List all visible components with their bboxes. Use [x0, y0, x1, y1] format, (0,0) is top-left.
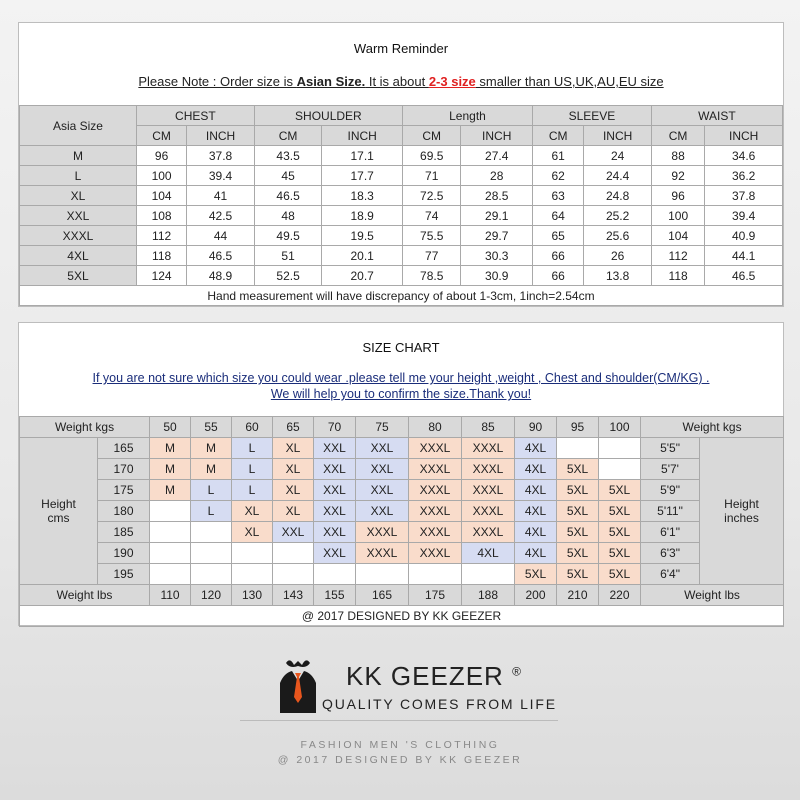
- table-row: [20, 226, 783, 246]
- height-cm-cell: 195: [98, 564, 150, 585]
- registered-mark: ®: [512, 664, 522, 679]
- brand-divider: [240, 720, 558, 721]
- size-cell: XXXL: [409, 480, 462, 501]
- weight-kgs-cell: 85: [462, 417, 515, 438]
- brand-name-text: KK GEEZER: [346, 661, 504, 691]
- size-cell: XXXL: [462, 438, 515, 459]
- size-cell: L: [191, 480, 232, 501]
- weight-lbs-cell: 165: [356, 585, 409, 606]
- weight-kgs-cell: 90: [515, 417, 557, 438]
- size-cell: [599, 438, 641, 459]
- size-cell: 4XL: [515, 522, 557, 543]
- size-cell: XXL: [314, 480, 356, 501]
- measurement-cell: 36.2: [705, 166, 783, 186]
- weight-lbs-cell: 130: [232, 585, 273, 606]
- measurement-cell: 72.5: [402, 186, 460, 206]
- height-inch-cell: 5'9": [641, 480, 700, 501]
- chart-copyright-row: [20, 606, 784, 627]
- measurement-cell: 124: [136, 266, 186, 286]
- weight-lbs-cell: 220: [599, 585, 641, 606]
- size-cell: XL: [273, 438, 314, 459]
- measurement-cell: 20.1: [322, 246, 403, 266]
- measurement-group-header: Length: [402, 106, 532, 126]
- weight-lbs-cell: 120: [191, 585, 232, 606]
- measurement-cell: 37.8: [187, 146, 255, 166]
- measurement-cell: 75.5: [402, 226, 460, 246]
- order-size-note: [19, 74, 783, 89]
- gentleman-mustache-bowtie-icon: [278, 655, 318, 715]
- size-cell: M: [191, 438, 232, 459]
- size-cell: 5XL: [557, 480, 599, 501]
- size-cell: XXL: [314, 459, 356, 480]
- height-inch-cell: 6'1": [641, 522, 700, 543]
- note-prefix: Please Note : Order size is: [138, 74, 297, 89]
- size-cell: XXL: [356, 501, 409, 522]
- measurement-cell: 74: [402, 206, 460, 226]
- height-cm-cell: 165: [98, 438, 150, 459]
- weight-lbs-cell: 200: [515, 585, 557, 606]
- size-cell: 5XL: [599, 543, 641, 564]
- height-cms-label: Height cms: [20, 438, 98, 585]
- size-cell: XXXL: [409, 522, 462, 543]
- table-row: [20, 166, 783, 186]
- height-inch-cell: 5'7': [641, 459, 700, 480]
- size-label-cell: M: [20, 146, 137, 166]
- size-cell: L: [191, 501, 232, 522]
- size-cell: 5XL: [557, 543, 599, 564]
- measurement-cell: 19.5: [322, 226, 403, 246]
- measurement-cell: 28.5: [461, 186, 533, 206]
- measurement-cell: 17.1: [322, 146, 403, 166]
- size-cell: XL: [232, 501, 273, 522]
- size-cell: 5XL: [599, 564, 641, 585]
- measurement-cell: 100: [651, 206, 704, 226]
- measurement-cell: 112: [651, 246, 704, 266]
- weight-lbs-cell: 175: [409, 585, 462, 606]
- weight-kgs-label-right: Weight kgs: [641, 417, 784, 438]
- size-cell: XXXL: [462, 501, 515, 522]
- size-cell: XXL: [356, 459, 409, 480]
- size-cell: [462, 564, 515, 585]
- measurement-footnote: Hand measurement will have discrepancy of about 1-3cm, 1inch=2.54cm: [20, 286, 783, 306]
- size-chart-card: [18, 322, 784, 626]
- weight-lbs-cell: 110: [150, 585, 191, 606]
- note-asian-size: Asian Size.: [296, 74, 366, 89]
- size-cell: XXL: [356, 438, 409, 459]
- note-suffix: smaller than US,UK,AU,EU size: [475, 74, 664, 89]
- measurement-cell: 104: [136, 186, 186, 206]
- size-cell: [191, 522, 232, 543]
- size-cell: [273, 564, 314, 585]
- measurement-cell: 29.7: [461, 226, 533, 246]
- measurement-group-header: SHOULDER: [254, 106, 402, 126]
- table-row: [20, 564, 784, 585]
- size-cell: 4XL: [515, 501, 557, 522]
- note-size-difference: 2-3 size: [428, 74, 476, 89]
- measurement-cell: 46.5: [254, 186, 322, 206]
- measurement-cell: 77: [402, 246, 460, 266]
- size-cell: 5XL: [557, 459, 599, 480]
- measurement-cell: 40.9: [705, 226, 783, 246]
- size-cell: XXL: [314, 438, 356, 459]
- size-cell: 4XL: [515, 459, 557, 480]
- weight-kgs-cell: 65: [273, 417, 314, 438]
- measurement-group-header: SLEEVE: [532, 106, 651, 126]
- weight-kgs-cell: 70: [314, 417, 356, 438]
- measurement-cell: 118: [136, 246, 186, 266]
- height-inch-cell: 5'5": [641, 438, 700, 459]
- size-cell: XXXL: [462, 480, 515, 501]
- weight-kgs-cell: 95: [557, 417, 599, 438]
- weight-kgs-cell: 50: [150, 417, 191, 438]
- measurement-cell: 108: [136, 206, 186, 226]
- unit-header: INCH: [705, 126, 783, 146]
- measurement-cell: 96: [651, 186, 704, 206]
- height-cm-cell: 180: [98, 501, 150, 522]
- weight-kgs-row: [20, 417, 784, 438]
- unit-header: INCH: [322, 126, 403, 146]
- weight-lbs-cell: 188: [462, 585, 515, 606]
- weight-lbs-label: Weight lbs: [20, 585, 150, 606]
- size-cell: [150, 564, 191, 585]
- size-cell: [191, 543, 232, 564]
- size-help-line-1: If you are not sure which size you could wear .please tell me your height ,weight , Chest and shoulder(CM/KG) .: [92, 371, 710, 385]
- size-cell: XXL: [314, 501, 356, 522]
- measurement-cell: 44.1: [705, 246, 783, 266]
- size-label-cell: L: [20, 166, 137, 186]
- height-cm-cell: 185: [98, 522, 150, 543]
- measurement-cell: 48.9: [187, 266, 255, 286]
- size-cell: XXL: [314, 543, 356, 564]
- size-cell: 5XL: [599, 501, 641, 522]
- unit-header: CM: [254, 126, 322, 146]
- measurement-cell: 17.7: [322, 166, 403, 186]
- measurement-cell: 112: [136, 226, 186, 246]
- size-cell: XXL: [356, 480, 409, 501]
- measurement-cell: 92: [651, 166, 704, 186]
- measurement-cell: 71: [402, 166, 460, 186]
- measurement-cell: 28: [461, 166, 533, 186]
- measurement-cell: 27.4: [461, 146, 533, 166]
- measurement-cell: 78.5: [402, 266, 460, 286]
- size-cell: [232, 543, 273, 564]
- size-cell: XXXL: [409, 543, 462, 564]
- measurement-table: [19, 105, 783, 306]
- size-cell: 5XL: [599, 522, 641, 543]
- size-cell: XXXL: [462, 459, 515, 480]
- weight-lbs-cell: 210: [557, 585, 599, 606]
- measurement-cell: 30.3: [461, 246, 533, 266]
- weight-lbs-row: [20, 585, 784, 606]
- size-cell: 4XL: [515, 480, 557, 501]
- measurement-cell: 118: [651, 266, 704, 286]
- size-cell: [356, 564, 409, 585]
- chart-copyright: @ 2017 DESIGNED BY KK GEEZER: [20, 606, 784, 627]
- measurement-group-header: CHEST: [136, 106, 254, 126]
- measurement-cell: 18.3: [322, 186, 403, 206]
- height-inches-label: Height inches: [700, 438, 784, 585]
- size-cell: XXXL: [462, 522, 515, 543]
- size-cell: 4XL: [462, 543, 515, 564]
- measurement-cell: 44: [187, 226, 255, 246]
- measurement-cell: 34.6: [705, 146, 783, 166]
- measurement-cell: 69.5: [402, 146, 460, 166]
- weight-lbs-cell: 155: [314, 585, 356, 606]
- size-cell: XL: [232, 522, 273, 543]
- unit-header: INCH: [187, 126, 255, 146]
- size-cell: [599, 459, 641, 480]
- size-cell: [191, 564, 232, 585]
- table-row: [20, 186, 783, 206]
- size-cell: XL: [273, 501, 314, 522]
- measurement-cell: 51: [254, 246, 322, 266]
- table-row: [20, 480, 784, 501]
- measurement-cell: 13.8: [584, 266, 652, 286]
- weight-kgs-cell: 80: [409, 417, 462, 438]
- table-row: [20, 206, 783, 226]
- measurement-cell: 26: [584, 246, 652, 266]
- size-cell: XXXL: [409, 438, 462, 459]
- height-inch-cell: 6'4": [641, 564, 700, 585]
- size-cell: L: [232, 459, 273, 480]
- table-row: [20, 438, 784, 459]
- size-cell: 5XL: [557, 564, 599, 585]
- size-cell: [409, 564, 462, 585]
- height-cm-cell: 190: [98, 543, 150, 564]
- asia-size-header: Asia Size: [20, 106, 137, 146]
- size-cell: XL: [273, 480, 314, 501]
- size-cell: [557, 438, 599, 459]
- measurement-cell: 48: [254, 206, 322, 226]
- weight-kgs-cell: 100: [599, 417, 641, 438]
- measurement-cell: 42.5: [187, 206, 255, 226]
- measurement-cell: 66: [532, 246, 583, 266]
- size-label-cell: XL: [20, 186, 137, 206]
- measurement-cell: 61: [532, 146, 583, 166]
- size-label-cell: 4XL: [20, 246, 137, 266]
- weight-kgs-cell: 55: [191, 417, 232, 438]
- weight-lbs-label-right: Weight lbs: [641, 585, 784, 606]
- note-mid: It is about: [365, 74, 429, 89]
- unit-header: INCH: [461, 126, 533, 146]
- measurement-cell: 65: [532, 226, 583, 246]
- size-chart-title: SIZE CHART: [362, 340, 440, 355]
- measurement-cell: 43.5: [254, 146, 322, 166]
- size-cell: XXXL: [409, 459, 462, 480]
- size-cell: [232, 564, 273, 585]
- measurement-cell: 24: [584, 146, 652, 166]
- measurement-cell: 96: [136, 146, 186, 166]
- size-cell: 4XL: [515, 438, 557, 459]
- weight-kgs-label: Weight kgs: [20, 417, 150, 438]
- measurement-cell: 49.5: [254, 226, 322, 246]
- measurement-cell: 18.9: [322, 206, 403, 226]
- table-row: [20, 522, 784, 543]
- measurement-cell: 52.5: [254, 266, 322, 286]
- measurement-cell: 104: [651, 226, 704, 246]
- size-cell: L: [232, 480, 273, 501]
- measurement-footnote-row: [20, 286, 783, 306]
- size-label-cell: 5XL: [20, 266, 137, 286]
- size-cell: XXXL: [356, 522, 409, 543]
- size-cell: 4XL: [515, 543, 557, 564]
- height-inch-cell: 5'11": [641, 501, 700, 522]
- brand-tagline: FASHION MEN 'S CLOTHING: [300, 739, 500, 751]
- measurement-cell: 46.5: [187, 246, 255, 266]
- unit-header: INCH: [584, 126, 652, 146]
- unit-header: CM: [532, 126, 583, 146]
- table-row: [20, 246, 783, 266]
- size-cell: XXL: [314, 522, 356, 543]
- warm-reminder-title: Warm Reminder: [353, 41, 449, 56]
- brand-copyright: @ 2017 DESIGNED BY KK GEEZER: [277, 754, 523, 766]
- measurement-cell: 25.6: [584, 226, 652, 246]
- measurement-cell: 100: [136, 166, 186, 186]
- size-cell: L: [232, 438, 273, 459]
- size-cell: M: [150, 459, 191, 480]
- height-inch-cell: 6'3": [641, 543, 700, 564]
- measurement-cell: 45: [254, 166, 322, 186]
- unit-header: CM: [651, 126, 704, 146]
- measurement-cell: 64: [532, 206, 583, 226]
- size-cell: XXL: [273, 522, 314, 543]
- measurement-cell: 39.4: [705, 206, 783, 226]
- measurement-cell: 66: [532, 266, 583, 286]
- measurement-cell: 39.4: [187, 166, 255, 186]
- size-help-line-2: We will help you to confirm the size.Thank you!: [270, 387, 532, 401]
- table-row: [20, 459, 784, 480]
- size-cell: M: [150, 438, 191, 459]
- table-row: [20, 501, 784, 522]
- measurement-group-header: WAIST: [651, 106, 782, 126]
- size-cell: M: [191, 459, 232, 480]
- brand-slogan: QUALITY COMES FROM LIFE: [322, 696, 557, 712]
- size-cell: XXXL: [356, 543, 409, 564]
- size-cell: 5XL: [599, 480, 641, 501]
- weight-kgs-cell: 75: [356, 417, 409, 438]
- measurement-cell: 24.8: [584, 186, 652, 206]
- brand-block: [278, 655, 568, 725]
- unit-header: CM: [402, 126, 460, 146]
- size-cell: [150, 522, 191, 543]
- weight-lbs-cell: 143: [273, 585, 314, 606]
- measurement-cell: 41: [187, 186, 255, 206]
- size-cell: [150, 543, 191, 564]
- measurement-cell: 29.1: [461, 206, 533, 226]
- size-label-cell: XXXL: [20, 226, 137, 246]
- measurement-cell: 46.5: [705, 266, 783, 286]
- size-cell: 5XL: [557, 522, 599, 543]
- measurement-cell: 30.9: [461, 266, 533, 286]
- size-cell: XL: [273, 459, 314, 480]
- measurement-cell: 63: [532, 186, 583, 206]
- size-cell: XXXL: [409, 501, 462, 522]
- table-row: [20, 543, 784, 564]
- height-cm-cell: 175: [98, 480, 150, 501]
- unit-header: CM: [136, 126, 186, 146]
- measurement-cell: 62: [532, 166, 583, 186]
- height-cm-cell: 170: [98, 459, 150, 480]
- brand-name: [346, 661, 522, 692]
- measurement-cell: 25.2: [584, 206, 652, 226]
- size-cell: [273, 543, 314, 564]
- measurement-cell: 24.4: [584, 166, 652, 186]
- size-cell: [150, 501, 191, 522]
- table-row: [20, 266, 783, 286]
- size-cell: [314, 564, 356, 585]
- measurement-header-row: [20, 106, 783, 126]
- size-label-cell: XXL: [20, 206, 137, 226]
- size-cell: M: [150, 480, 191, 501]
- size-table-card: [18, 22, 784, 307]
- size-cell: 5XL: [557, 501, 599, 522]
- measurement-cell: 37.8: [705, 186, 783, 206]
- measurement-cell: 20.7: [322, 266, 403, 286]
- table-row: [20, 146, 783, 166]
- measurement-cell: 88: [651, 146, 704, 166]
- height-weight-size-chart: [19, 416, 784, 627]
- size-cell: 5XL: [515, 564, 557, 585]
- weight-kgs-cell: 60: [232, 417, 273, 438]
